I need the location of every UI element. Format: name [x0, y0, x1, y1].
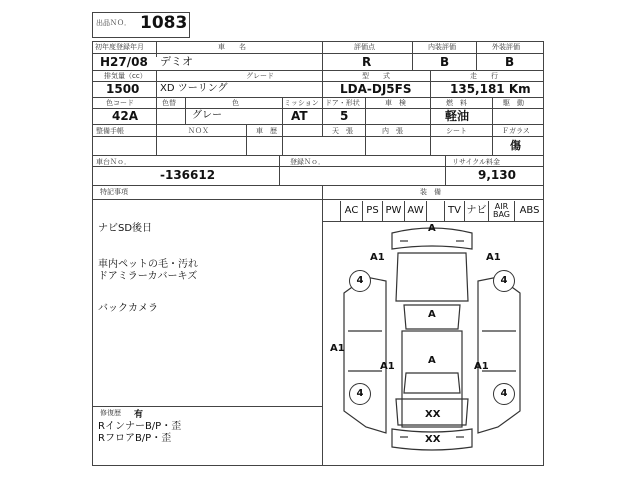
score-header: 評価点 [354, 43, 375, 51]
color-header: 色 [232, 99, 239, 107]
tire-front-right: 4 [493, 270, 515, 292]
manual-header: 整備手帳 [96, 127, 124, 135]
equip-blank [426, 201, 444, 221]
displacement-value: 1500 [106, 82, 140, 96]
equip-ac: AC [340, 201, 362, 221]
reg-no-header: 登録Ｎｏ． [290, 158, 325, 166]
tire-rear-right: 4 [493, 383, 515, 405]
exterior-score-value: B [505, 55, 515, 69]
damage-right-front-fender: A1 [486, 252, 501, 263]
fuel-value: 軽油 [445, 109, 470, 123]
first-reg-header: 初年度登録年月 [95, 43, 144, 51]
color-code-header: 色コード [106, 99, 134, 107]
model-header: 型 式 [362, 72, 390, 80]
repair-header: 修復歴 [100, 409, 121, 417]
drive-header: 駆 動 [503, 99, 524, 107]
displacement-header: 排気量（cc） [104, 72, 147, 80]
lot-number-label: 出品ＮＯ． [96, 19, 131, 27]
first-reg-value: H27/08 [100, 55, 148, 69]
capacity-header: 車 検 [385, 99, 406, 107]
equipment-header: 装 備 [420, 188, 441, 196]
interior-score-header: 内装評価 [428, 43, 456, 51]
damage-front-bumper: A [428, 223, 436, 234]
doors-header: ドア・形状 [325, 99, 360, 107]
transmission-header: ミッション [284, 99, 319, 107]
glass-value: 傷 [510, 139, 521, 152]
nox-header: ＮＯＸ [188, 127, 209, 135]
equip-ps: PS [362, 201, 382, 221]
equip-navi: ナビ [464, 201, 488, 221]
doors-value: 5 [340, 109, 349, 123]
repair-note-1: RインナーB/P・歪 [98, 421, 182, 432]
tire-rear-left: 4 [349, 383, 371, 405]
glass-header: Ｆガラス [502, 127, 530, 135]
interior-header: 内 張 [382, 127, 403, 135]
tire-front-left: 4 [349, 270, 371, 292]
note-4: バックカメラ [98, 303, 158, 314]
damage-left-front-fender: A1 [370, 252, 385, 263]
color-change-header: 色替 [162, 99, 176, 107]
car-diagram [322, 221, 544, 466]
grade-value: XD ツーリング [160, 83, 228, 94]
sunroof-header: 天 張 [332, 127, 353, 135]
note-3: ドアミラーカバーキズ [98, 271, 198, 282]
equip-pw: PW [382, 201, 404, 221]
lot-number: 1083 [140, 13, 188, 33]
car-name-value: デミオ [160, 55, 193, 68]
note-1: ナビSD後日 [98, 223, 153, 234]
damage-rear-bumper: XX [425, 434, 441, 445]
fuel-header: 燃 料 [446, 99, 467, 107]
grade-header: グレード [246, 72, 274, 80]
equip-abs: ABS [514, 201, 544, 221]
note-2: 車内ペットの毛・汚れ [98, 259, 198, 270]
exterior-score-header: 外装評価 [492, 43, 520, 51]
equip-tv: TV [444, 201, 464, 221]
score-value: R [362, 55, 372, 69]
chassis-value: -136612 [160, 168, 216, 182]
recycle-header: リサイクル料金 [452, 158, 501, 166]
mileage-header: 走 行 [470, 72, 498, 80]
repair-value: 有 [134, 410, 144, 420]
damage-left-side: A1 [330, 343, 345, 354]
damage-trunk: XX [425, 409, 441, 420]
model-value: LDA-DJ5FS [340, 82, 412, 96]
recycle-value: 9,130 [478, 168, 516, 182]
color-code-value: 42A [112, 109, 138, 123]
interior-score-value: B [440, 55, 450, 69]
notes-header: 特記事項 [100, 188, 128, 196]
damage-right-rear-door: A1 [474, 361, 489, 372]
mileage-value: 135,181 Km [450, 82, 531, 96]
repair-note-2: RフロアB/P・歪 [98, 433, 172, 444]
transmission-value: AT [291, 109, 308, 123]
equip-aw: AW [404, 201, 426, 221]
seat-header: シート [446, 127, 467, 135]
history-header: 車 歴 [256, 127, 277, 135]
equip-airbag: AIR BAG [488, 201, 514, 221]
damage-left-rear-door: A1 [380, 361, 395, 372]
color-value: グレー [192, 110, 222, 121]
damage-roof: A [428, 355, 436, 366]
chassis-header: 車台Ｎｏ． [96, 158, 131, 166]
damage-hood: A [428, 309, 436, 320]
car-name-header: 車 名 [218, 43, 246, 51]
